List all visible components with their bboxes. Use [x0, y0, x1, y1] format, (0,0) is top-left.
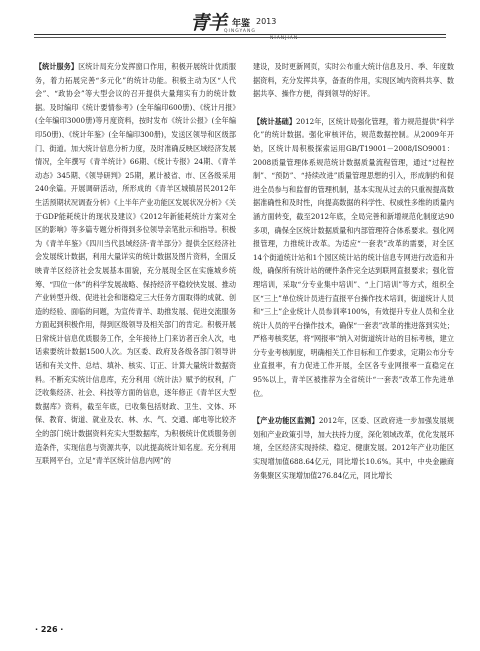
logo-pinyin-left: QINGYANG [224, 29, 256, 34]
section-tag-statistics-foundation: 【统计基础】 [253, 116, 296, 126]
industrial-zone-monitoring-paragraph [253, 414, 454, 482]
left-column [35, 60, 236, 468]
industrial-zone-monitoring-text: 2012年，区委、区政府进一步加强发展规划和产业政策引导，加大扶持力度，深化领域改革，优化发展环境，全区经济实现持续、稳定、健康发展。2012年产业功能区实现增加值688.64亿元，同比增长10.6%。其中，中央金融商务集聚区实现增加值276.84亿元，同比增长 [253, 416, 454, 480]
header-rule [34, 34, 446, 35]
statistics-service-paragraph [35, 60, 236, 468]
section-tag-industrial-zone-monitoring: 【产业功能区监测】 [253, 416, 319, 426]
yearbook-logo [190, 8, 300, 41]
logo-year: 2013 [256, 17, 277, 26]
logo-nianjian: 年鉴 [232, 19, 251, 29]
statistics-foundation-text: 2012年，区统计局强化管理，着力规范提供“科学化”的统计数据。强化审核评估，规范数据控制。从2009年开始，区统计局积极探索运用GB/T19001－2008/ISO9001：2008质量管理体系规范统计数据质量流程管理，通过“过程控制”、“预防”、“持续改进”质量管理思想的引入，形成制约和促进全员参与和监督的管理机制，基本实现从过去的只重视提高数据准确性和及时性，向提高数据的科学性、权威性多维的质量内涵方面转变，截至2012年底，全局完善和新增规范化制度达90多项，确保全区统计数据质量和内部管理符合体系要求。强化网报管理，力推统计改革。为适应“一套表”改革的需要，对全区14个街道统计站和1个园区统计站的统计信息专网进行改造和升级，确保所有统计站的硬件条件完全达到联网直报要求；强化管理培训，采取“分专业集中培训”、“上门培训”等方式，组织全区“三上”单位统计员进行直报平台操作技术培训，街道统计人员和“三上”企业统计人员参训率100%，有效提升专业人员和全业统计人员的平台操作技术，确保“一套表”改革的推进落到实处；严格考核奖惩，将“网报率”纳入对街道统计站的目标考核，建立分专业考核制度，明确相关工作目标和工作要求，定期公布分专业直报率，有力促进工作开展，全区各专业网报率一直稳定在95%以上，青羊区被推荐为全省统计“一套表”改革工作先进单位。 [253, 116, 454, 398]
statistics-service-text: 区统计局充分发挥窗口作用，积极开展统计优质服务，着力拓展完善“多元化”的统计功能。积极主动为区“人代会”、“政协会”等大型会议的召开提供大量翔实有力的统计数据。及时编印《统计要情参考》(全年编印600册)、《统计月报》(全年编印3000册)等月度资料，按时发布《统计公报》(全年编印50册)、《统计年鉴》(全年编印300册)，发送区领导和区级部门、街道。加大统计信息分析力度，及时准确反映区域经济发展情况，全年撰写《青羊统计》66期、《统计专报》24期、《青羊动态》345期、《领导研判》25期，累计被省、市、区各级采用240余篇。开展调研活动，所形成的《青羊区城镇居民2012年生活预期状况调查分析》《上半年产业功能区发展状况分析》《关于GDP能耗统计的现状及建议》《2012年新能耗统计方案对全区的影响》等多篇专题分析得到多位领导亲笔批示和指导。积极为《青羊年鉴》《四川当代县域经济·青羊部分》提供全区经济社会发展统计数据，利用大量详实的统计数据及图片资料，全面反映青羊区经济社会发展基本面貌，充分展现全区在实施城乡统筹、“四位一体”的科学发展战略、保持经济平稳较快发展、推动产业转型升级、促进社会和谐稳定三大任务方面取得的成就、创造的经验、面临的问题，为宣传青羊、助推发展、促进交流服务方面起到积极作用，得到区级领导及相关部门的肯定。积极开展日常统计信息优质服务工作，全年接待上门来访者百余人次，电话索要统计数据1500人次。为区委、政府及各级各部门领导讲话和有关文件、总结、填补、核实、订正、计算大量统计数据资料。不断充实统计信息库，充分利用《统计法》赋予的权利，广泛收集经济、社会、科技等方面的信息，逐年修正《青羊区大型数据库》资料，截至年底，已收集包括财政、卫生、文体、环保、教育、街道、就业及农、林、水、气、交通、邮电等比较齐全的部门统计数据资料充实大型数据库，为积极统计优质服务创造条件，实现信息与资源共享，以此提高统计知名度。充分利用互联网平台，立足“青羊区统计信息内网”的 [35, 62, 236, 466]
section-tag-statistics-service: 【统计服务】 [35, 62, 79, 71]
statistics-foundation-paragraph [253, 115, 454, 400]
page-number: · 226 · [35, 625, 64, 634]
right-column [253, 60, 454, 482]
page-header [0, 0, 480, 52]
logo-script: 青羊 [190, 12, 227, 34]
statistics-service-continued: 建设，及时更新网页，实时公布重大统计信息及月、季、年度数据资料，充分发挥共享，备查的作用，实现区域内资料共享、数据共享、操作方便，得到领导的好评。 [253, 62, 454, 99]
logo-pinyin-right: NIANJIAN [270, 36, 299, 41]
section-gap [253, 101, 454, 115]
header-rule-thin [34, 37, 446, 38]
section-gap [253, 400, 454, 414]
